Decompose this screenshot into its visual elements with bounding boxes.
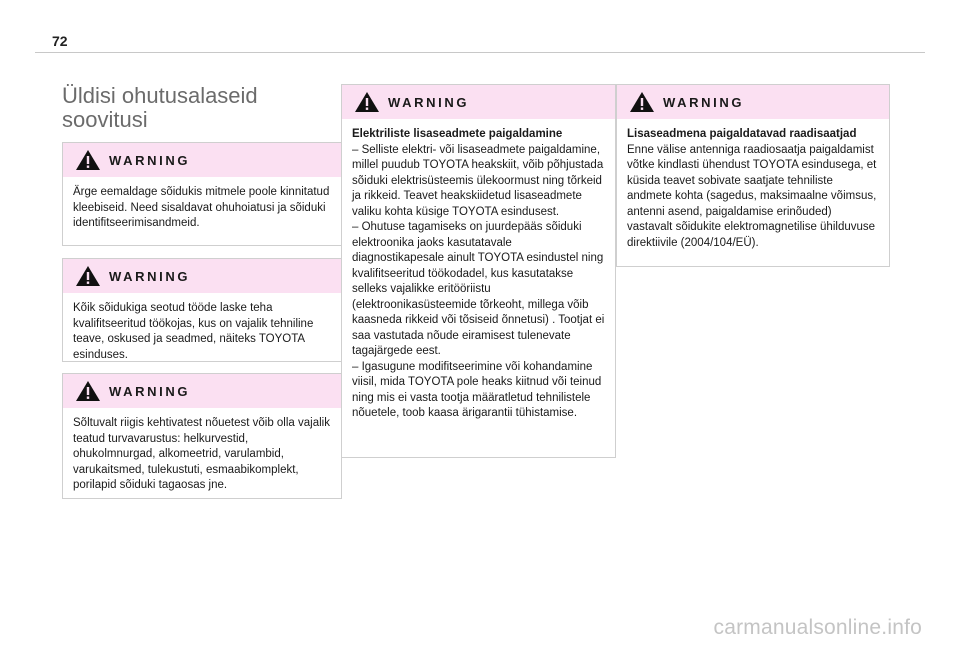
page-number: 72: [52, 33, 68, 49]
warning-header: [617, 85, 889, 119]
warning-header: [63, 374, 341, 408]
top-divider: [35, 52, 925, 53]
warning-text: [63, 177, 341, 232]
warning-text: [617, 119, 889, 251]
warning-line: Sõltuvalt riigis kehtivatest nõuetest võib olla vajalik teatud turvavarustus: helkurvestid, ohukolmnurgad, alkomeetrid, varulambid, varukaitsmed, tulekustuti, esmaabikomplekt, porilapid sõiduki tagaosas jne.: [73, 417, 330, 491]
warning-box-1: [62, 142, 342, 246]
warning-line: – Selliste elektri- või lisaseadmete paigaldamine, millel puudub TOYOTA heakskiit, võib põhjustada sõiduki elektrisüsteemis ülekoormust ning tõrkeid ja rikkeid. Teavet heakskiidetud lisaseadmete valiku kohta küsige TOYOTA esindusest.: [352, 143, 604, 218]
warning-header: [63, 259, 341, 293]
warning-line: – Igasugune modifitseerimine või kohandamine viisil, mida TOYOTA pole heaks kiitnud või teinud ning mis ei vasta tootja määratletud tehnilistele nõuetele, toob kaasa ärigarantii tühistamise.: [352, 360, 602, 419]
warning-triangle-icon: [629, 91, 655, 113]
section-title: Üldisi ohutusalaseid soovitusi: [62, 83, 258, 132]
warning-box-4: [341, 84, 616, 458]
warning-box-5: [616, 84, 890, 267]
warning-lead: Elektriliste lisaseadmete paigaldamine: [352, 128, 563, 140]
warning-line: – Ohutuse tagamiseks on juurdepääs sõiduki elektroonika jaoks kasutatavale diagnostikapesale ainult TOYOTA esindustel ning kvalifitseeritud töökodadel, kus kasutatakse selleks vajalikke eritööriistu (elektroonikasüsteemide tõrkeoht, millega võib kaasneda rikkeid või tõsiseid õnnetusi) . Tootjat ei saa vastutada nõude eiramisest tulenevate tagajärgede eest.: [352, 221, 605, 357]
warning-triangle-icon: [75, 149, 101, 171]
warning-line: Enne välise antenniga raadiosaatja paigaldamist võtke kindlasti ühendust TOYOTA esindusega, et küsida teavet sobivate saatjate tehniliste andmete kohta (sagedus, maksimaalne võimsus, antenni asend, paigaldamise erinõuded) vastavalt sõidukite elektromagnetilise ühilduvuse direktiivile (2004/104/EÜ).: [627, 143, 877, 249]
watermark: carmanualsonline.info: [713, 616, 922, 639]
warning-label: WARNING: [109, 383, 191, 399]
warning-box-3: [62, 373, 342, 499]
warning-box-2: [62, 258, 342, 362]
warning-text: [63, 408, 341, 494]
warning-line: Kõik sõidukiga seotud tööde laske teha kvalifitseeritud töökojas, kus on vajalik tehniline teave, oskused ja seadmed, näiteks TOYOTA esinduses.: [73, 302, 314, 361]
warning-label: WARNING: [109, 268, 191, 284]
warning-triangle-icon: [75, 265, 101, 287]
warning-line: Ärge eemaldage sõidukis mitmele poole kinnitatud kleebiseid. Need sisaldavat ohuhoiatusi ja sõiduki identifitseerimisandmeid.: [73, 186, 330, 229]
warning-header: [342, 85, 615, 119]
warning-label: WARNING: [663, 94, 745, 110]
warning-triangle-icon: [354, 91, 380, 113]
warning-label: WARNING: [109, 152, 191, 168]
warning-lead: Lisaseadmena paigaldatavad raadisaatjad: [627, 128, 857, 140]
warning-label: WARNING: [388, 94, 470, 110]
warning-text: [63, 293, 341, 363]
warning-header: [63, 143, 341, 177]
warning-text: [342, 119, 615, 422]
warning-triangle-icon: [75, 380, 101, 402]
